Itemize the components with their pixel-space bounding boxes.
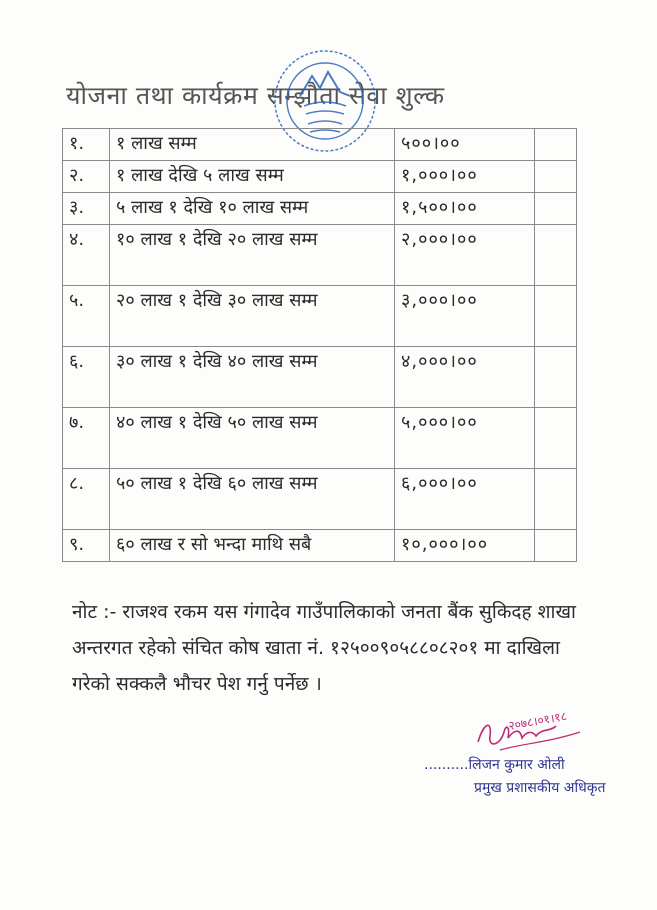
table-row (63, 225, 577, 286)
table-row (63, 286, 577, 347)
row-description: १ लाख देखि ५ लाख सम्म (110, 161, 395, 193)
row-description: ३० लाख १ देखि ४० लाख सम्म (110, 347, 395, 408)
table-row (63, 530, 577, 562)
row-description: ४० लाख १ देखि ५० लाख सम्म (110, 408, 395, 469)
signer-title: प्रमुख प्रशासकीय अधिकृत (474, 780, 606, 796)
row-number: २. (63, 161, 110, 193)
row-amount: ५,०००।०० (395, 408, 535, 469)
row-number: ८. (63, 469, 110, 530)
row-amount: १,५००।०० (395, 193, 535, 225)
row-blank-cell (535, 469, 577, 530)
row-number: ३. (63, 193, 110, 225)
row-description: ६० लाख र सो भन्दा माथि सबै (110, 530, 395, 562)
signer-name: ..........लिजन कुमार ओली (424, 757, 565, 773)
row-amount: ६,०००।०० (395, 469, 535, 530)
row-description: ५ लाख १ देखि १० लाख सम्म (110, 193, 395, 225)
table-row (63, 193, 577, 225)
row-amount: ४,०००।०० (395, 347, 535, 408)
row-description: ५० लाख १ देखि ६० लाख सम्म (110, 469, 395, 530)
row-blank-cell (535, 161, 577, 193)
row-amount: ५००।०० (395, 129, 535, 161)
row-number: ९. (63, 530, 110, 562)
row-blank-cell (535, 129, 577, 161)
row-amount: १०,०००।०० (395, 530, 535, 562)
row-number: ७. (63, 408, 110, 469)
row-amount: २,०००।०० (395, 225, 535, 286)
payment-note: नोट :- राजश्व रकम यस गंगादेव गाउँपालिकाको जनता बैंक सुकिदह शाखा अन्तरगत रहेको संचित कोष खाता नं. १२५००९०५८८०८२०१ मा दाखिला गरेको सक्कलै भौचर पेश गर्नु पर्नेछ । (72, 601, 576, 695)
row-blank-cell (535, 193, 577, 225)
row-description: १ लाख सम्म (110, 129, 395, 161)
row-description: २० लाख १ देखि ३० लाख सम्म (110, 286, 395, 347)
row-blank-cell (535, 347, 577, 408)
table-row (63, 129, 577, 161)
row-number: ६. (63, 347, 110, 408)
table-row (63, 408, 577, 469)
row-number: ४. (63, 225, 110, 286)
row-blank-cell (535, 408, 577, 469)
table-row (63, 347, 577, 408)
table-row (63, 469, 577, 530)
row-description: १० लाख १ देखि २० लाख सम्म (110, 225, 395, 286)
row-number: १. (63, 129, 110, 161)
page-title: योजना तथा कार्यक्रम सम्झौता सेवा शुल्क (66, 81, 445, 110)
row-blank-cell (535, 225, 577, 286)
row-blank-cell (535, 286, 577, 347)
row-number: ५. (63, 286, 110, 347)
signature-date: २०७८।०१।१८ (507, 708, 568, 734)
row-amount: ३,०००।०० (395, 286, 535, 347)
table-row (63, 161, 577, 193)
row-blank-cell (535, 530, 577, 562)
fee-table (62, 128, 577, 562)
row-amount: १,०००।०० (395, 161, 535, 193)
